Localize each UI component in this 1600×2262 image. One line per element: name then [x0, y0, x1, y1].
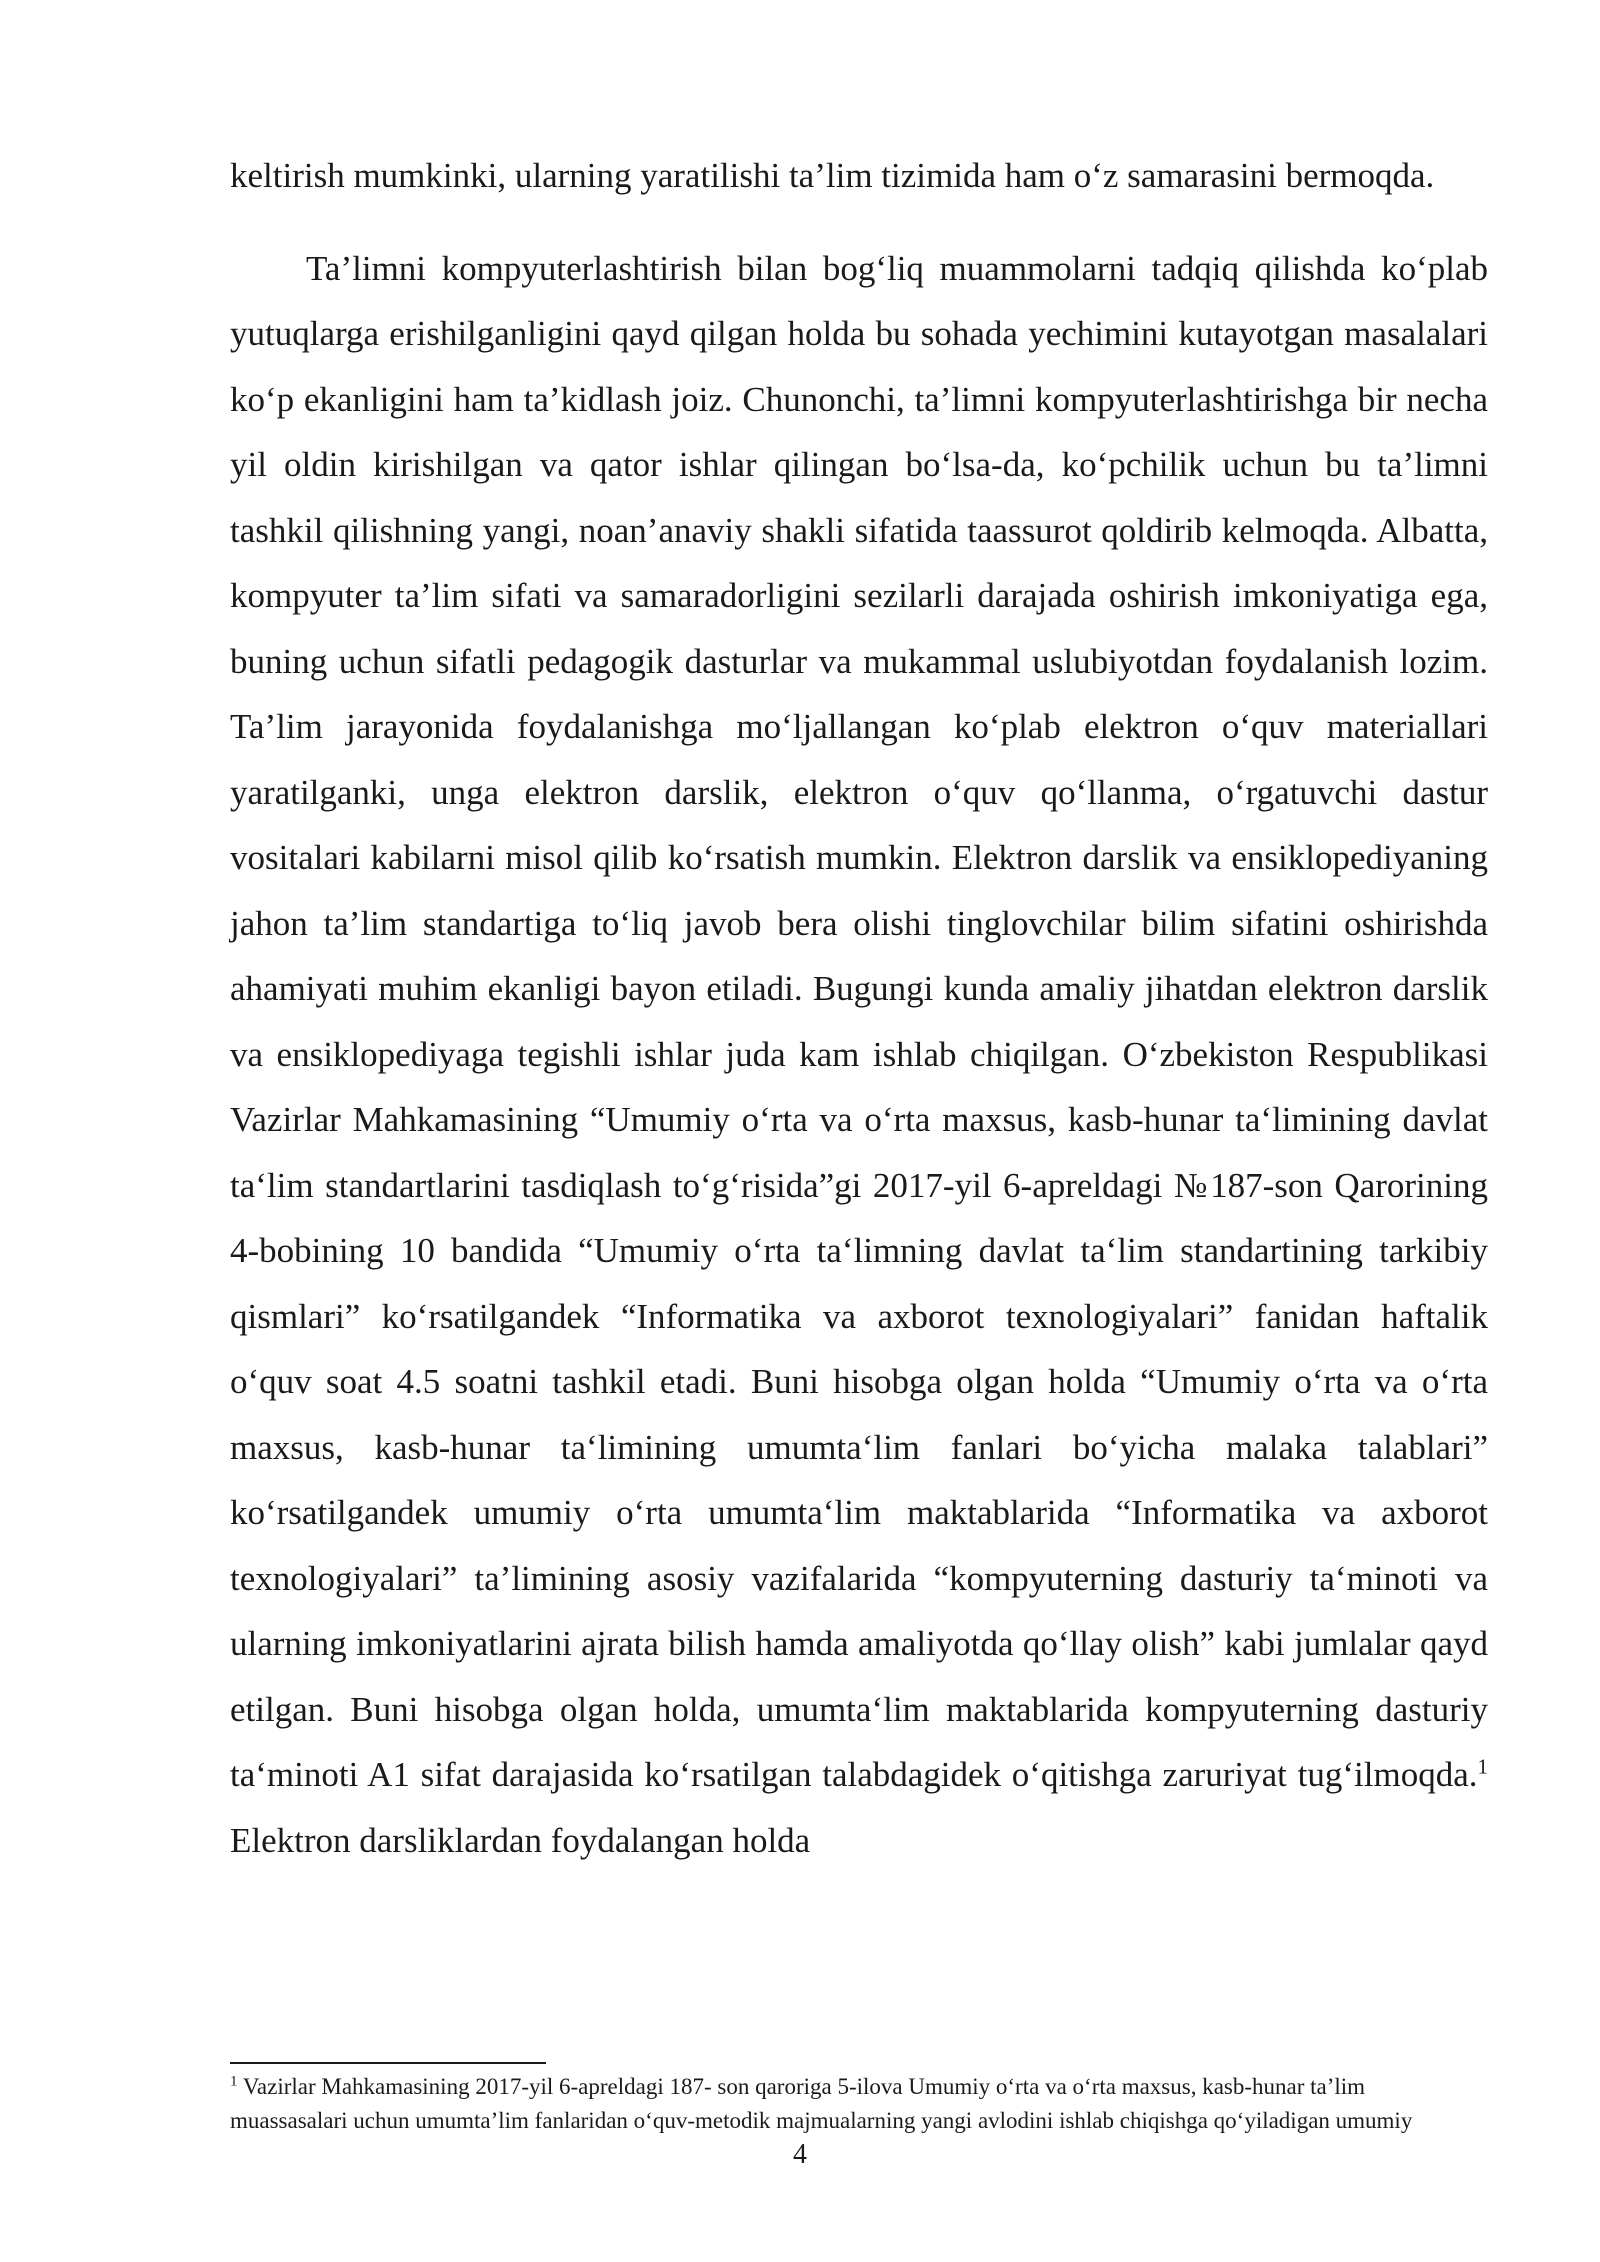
footnote-separator — [230, 2062, 546, 2064]
page-number: 4 — [793, 2139, 807, 2170]
footnote-marker: 1 — [230, 2073, 238, 2090]
paragraph-continuation: keltirish mumkinki, ularning yaratilishi ta’lim tizimida ham o‘z samarasini bermoqda. — [230, 156, 1435, 195]
footnote-text: Vazirlar Mahkamasining 2017-yil 6-apreldagi 187- son qaroriga 5-ilova Umumiy o‘rta va o‘rta maxsus, kasb-hunar ta’lim muassasalari uchun umumta’lim fanlaridan o‘quv-metodik majmualarning yangi avlodini ishlab chiqishga qo‘yiladigan umumiy — [230, 2074, 1413, 2133]
paragraph-main-tail: Elektron darsliklardan foydalangan holda — [230, 1820, 811, 1860]
footnote-reference[interactable]: 1 — [1477, 1754, 1488, 1779]
paragraph-main-text: Ta’limni kompyuterlashtirish bilan bog‘liq muammolarni tadqiq qilishda ko‘plab yutuqlarga erishilganligini qayd qilgan holda bu sohada yechimini kutayotgan masalalari ko‘p ekanligini ham ta’kidlash joiz. Chunonchi, ta’limni kompyuterlashtirishga bir necha yil oldin kirishilgan va qator ishlar qilingan bo‘lsa-da, ko‘pchilik uchun bu ta’limni tashkil qilishning yangi, noan’anaviy shakli sifatida taassurot qoldirib kelmoqda. Albatta, kompyuter ta’lim sifati va samaradorligini sezilarli darajada oshirish imkoniyatiga ega, buning uchun sifatli pedagogik dasturlar va mukammal uslubiyotdan foydalanish lozim. Ta’lim jarayonida foydalanishga mo‘ljallangan ko‘plab elektron o‘quv materiallari yaratilganki, unga elektron darslik, elektron o‘quv qo‘llanma, o‘rgatuvchi dastur vositalari kabilarni misol qilib ko‘rsatish mumkin. Elektron darslik va ensiklopediyaning jahon ta’lim standartiga to‘liq javob bera olishi tinglovchilar bilim sifatini oshirishda ahamiyati muhim ekanligi bayon etiladi. Bugungi kunda amaliy jihatdan elektron darslik va ensiklopediyaga tegishli ishlar juda kam ishlab chiqilgan. O‘zbekiston Respublikasi Vazirlar Mahkamasining “Umumiy o‘rta va o‘rta maxsus, kasb-hunar ta‘limining davlat ta‘lim standartlarini tasdiqlash to‘g‘risida”gi 2017-yil 6-apreldagi №187-son Qarorining 4-bobining 10 bandida “Umumiy o‘rta ta‘limning davlat ta‘lim standartining tarkibiy qismlari” ko‘rsatilgandek “Informatika va axborot texnologiyalari” fanidan haftalik o‘quv soat 4.5 soatni tashkil etadi. Buni hisobga olgan holda “Umumiy o‘rta va o‘rta maxsus, kasb-hunar ta‘limining umumta‘lim fanlari bo‘yicha malaka talablari” ko‘rsatilgandek umumiy o‘rta umumta‘lim maktablarida “Informatika va axborot texnologiyalari” ta’limining asosiy vazifalarida “kompyuterning dasturiy ta‘minoti va ularning imkoniyatlarini ajrata bilish hamda amaliyotda qo‘llay olish” kabi jumlalar qayd etilgan. Buni hisobga olgan holda, umumta‘lim maktablarida kompyuterning dasturiy ta‘minoti A1 sifat darajasida ko‘rsatilgan talabdagidek o‘qitishga zaruriyat tug‘ilmoqda. — [230, 248, 1488, 1794]
footnote — [230, 2070, 1488, 2138]
paragraph-main — [230, 236, 1488, 1874]
page-body — [230, 143, 1488, 1873]
